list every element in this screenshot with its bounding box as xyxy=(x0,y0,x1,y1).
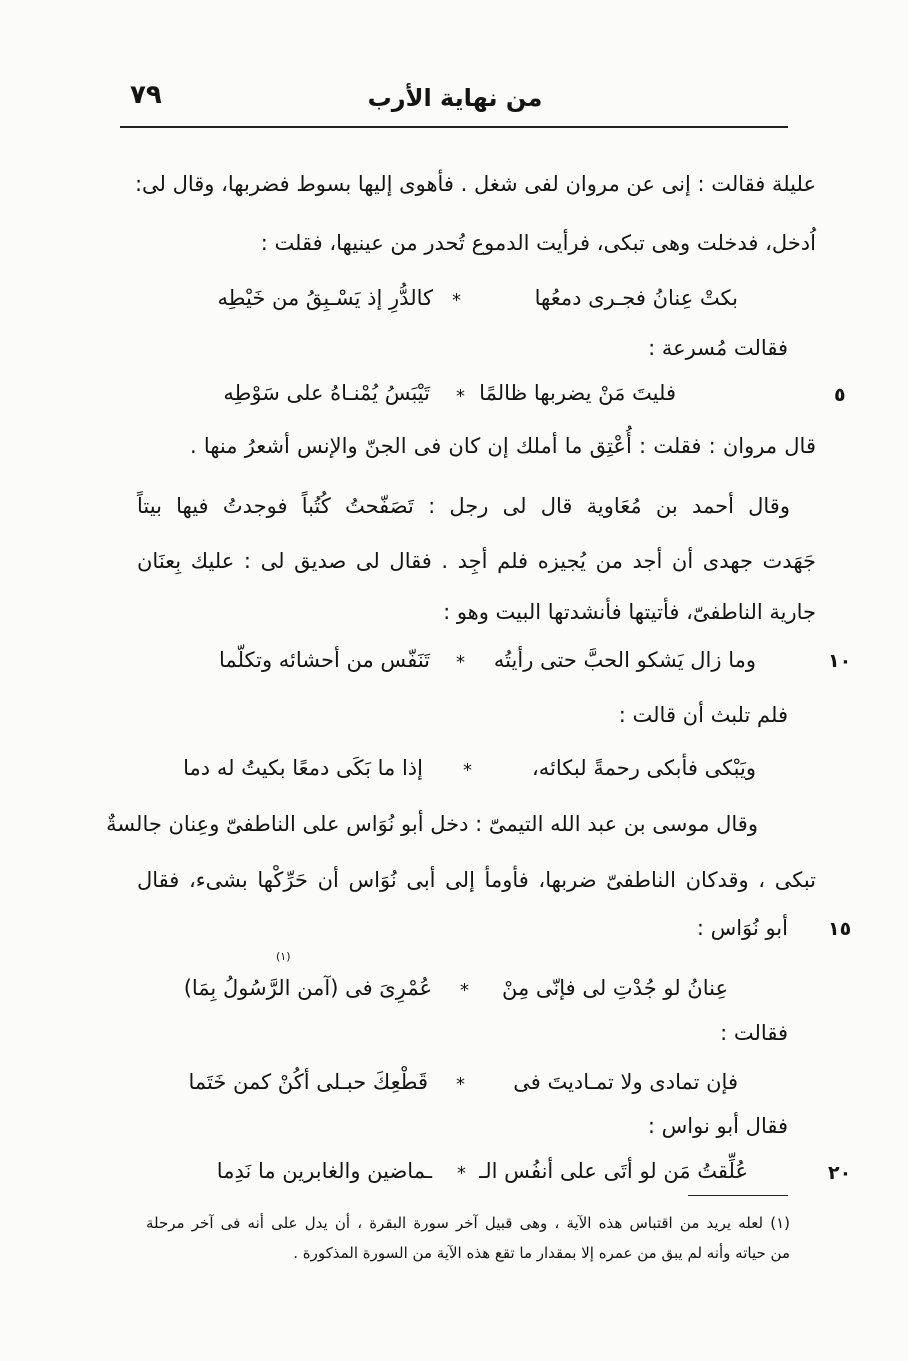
verse-separator: * xyxy=(463,760,472,781)
text-line: وقال موسى بن عبد الله التيمىّ : دخل أبو نُوَاس على الناطفىّ وعِنان جالسةٌ xyxy=(106,812,758,836)
text-line: جارية الناطفىّ، فأتيتها فأنشدتها البيت وهو : xyxy=(443,600,816,624)
running-header-title: من نهاية الأرب xyxy=(367,84,543,112)
verse-hemistich-left: إذا ما بَكَى دمعًا بكيتُ له دما xyxy=(183,756,423,780)
verse-hemistich-right: عُلِّقتُ مَن لو أتَى على أنفُس الـ xyxy=(479,1159,748,1183)
text-line: وقال أحمد بن مُعَاوية قال لى رجل : تَصَفّحتُ كُتُباً فوجدتُ فيها بيتاً xyxy=(137,494,790,518)
verse-hemistich-right: بكتْ عِنانُ فجـرى دمعُها xyxy=(534,286,738,310)
text-line: اُدخل، فدخلت وهى تبكى، فرأيت الدموع تُحدر من عينيها، فقلت : xyxy=(260,231,816,255)
verse-hemistich-left: ـماضين والغابرين ما نَدِما xyxy=(216,1159,432,1183)
verse-hemistich-left: قَطْعِكَ حبـلى أكُنْ كمن خَتَما xyxy=(188,1070,428,1094)
line-number: ٥ xyxy=(834,384,846,406)
verse-hemistich-left: تَنَفّس من أحشائه وتكلّما xyxy=(219,648,430,672)
verse-hemistich-right: وما زال يَشكو الحبَّ حتى رأيتُه xyxy=(493,648,756,672)
verse-hemistich-left: تَيْبَسُ يُمْنـاهُ على سَوْطِه xyxy=(223,381,430,405)
line-number: ١٥ xyxy=(828,918,852,940)
footnote-rule xyxy=(688,1195,788,1196)
header-rule xyxy=(120,126,788,128)
verse-separator: * xyxy=(452,290,461,311)
verse-separator: * xyxy=(456,652,465,673)
verse-hemistich-right: ويَبْكى فأبكى رحمةً لبكائه، xyxy=(532,756,756,780)
verse-hemistich-left: عُمْرِىَ فى (آمن الرَّسُولُ بِمَا) xyxy=(183,976,432,1000)
text-line: فقالت مُسرعة : xyxy=(648,336,788,360)
verse-hemistich-right: فإن تمادى ولا تمـاديتَ فى xyxy=(513,1070,738,1094)
verse-hemistich-right: فليتَ مَنْ يضربها ظالمًا xyxy=(479,381,676,405)
text-line: أبو نُوَاس : xyxy=(696,916,788,940)
verse-hemistich-right: عِنانُ لو جُدْتِ لى فإنّى مِنْ xyxy=(501,976,728,1000)
line-number: ١٠ xyxy=(828,650,852,672)
verse-separator: * xyxy=(457,1163,466,1184)
text-line: قال مروان : فقلت : أُعْتِق ما أملك إن كان فى الجنّ والإنس أشعرُ منها . xyxy=(190,434,816,458)
text-line: فلم تلبث أن قالت : xyxy=(618,703,788,727)
footnote-line: من حياته وأنه لم يبق من عمره إلا بمقدار ما تقع هذه الآية من السورة المذكورة . xyxy=(293,1244,790,1262)
text-line: عليلة فقالت : إنى عن مروان لفى شغل . فأهوى إليها بسوط فضربها، وقال لى: xyxy=(134,172,816,196)
text-line: جَهَدت جهدى أن أجد من يُجيزه فلم أجِد . فقال لى صديق لى : عليك بِعنَان xyxy=(137,549,816,573)
text-line: فقالت : xyxy=(720,1021,788,1045)
verse-separator: * xyxy=(456,1074,465,1095)
footnote-marker: (١) xyxy=(276,950,291,963)
verse-hemistich-left: كالدُّرِ إذ يَسْـبِقُ من خَيْطِه xyxy=(217,286,433,310)
footnote-line: (١) لعله يريد من اقتباس هذه الآية ، وهى قبيل آخر سورة البقرة ، أن يدل على أنه فى آخر مرحلة xyxy=(146,1214,790,1232)
verse-separator: * xyxy=(460,980,469,1001)
line-number: ٢٠ xyxy=(828,1162,852,1184)
text-line: تبكى ، وقدكان الناطفىّ ضربها، فأومأ إلى أبى نُوَاس أن حَرِّكْها بشىء، فقال xyxy=(137,868,816,892)
text-line: فقال أبو نواس : xyxy=(647,1114,788,1138)
verse-separator: * xyxy=(456,386,465,407)
page-number: ٧٩ xyxy=(130,80,162,110)
